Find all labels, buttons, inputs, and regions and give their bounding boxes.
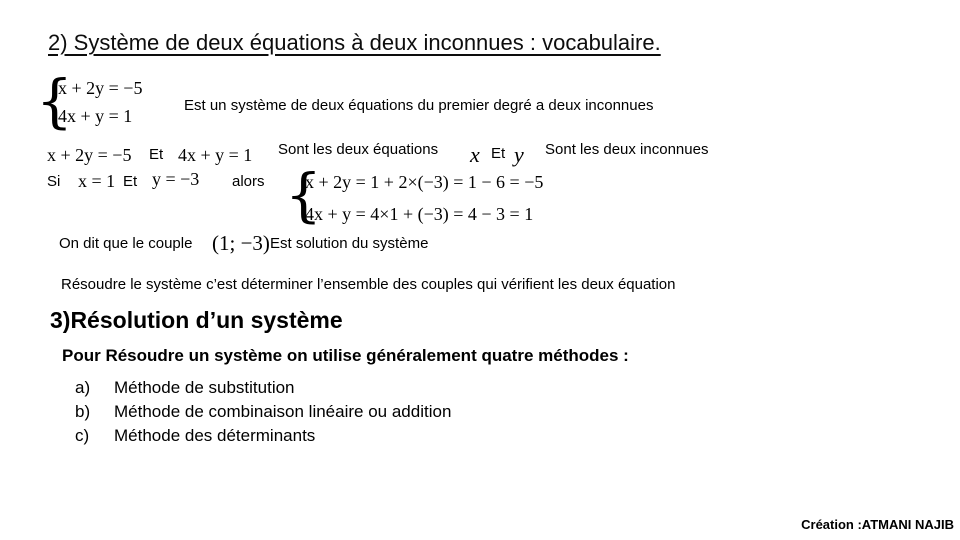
page-title: 2) Système de deux équations à deux inconnues : vocabulaire. [48, 30, 661, 55]
couple-value: (1; −3) [212, 231, 270, 255]
equation-b: 4x + y = 1 [178, 145, 253, 165]
equations-label: Sont les deux équations [278, 141, 439, 158]
couple-intro: On dit que le couple [59, 235, 193, 252]
x-value: x = 1 [78, 171, 116, 191]
system-brace: { [36, 67, 73, 135]
method-item [75, 376, 451, 400]
method-text: Méthode des déterminants [114, 426, 316, 445]
methods-list [75, 376, 451, 448]
solution-label: Est solution du système [270, 235, 429, 252]
verification-brace: { [285, 161, 322, 229]
system-equation-1: x + 2y = −5 [58, 78, 143, 98]
equation-a: x + 2y = −5 [47, 145, 132, 165]
method-item [75, 400, 451, 424]
methods-intro: Pour Résoudre un système on utilise généralement quatre méthodes : [62, 346, 629, 365]
verification-equation-2: 4x + y = 4×1 + (−3) = 4 − 3 = 1 [305, 204, 534, 224]
system-definition: Est un système de deux équations du premier degré a deux inconnues [184, 97, 654, 114]
unknowns-label: Sont les deux inconnues [545, 141, 709, 158]
et-label-2: Et [491, 145, 506, 162]
method-label: b) [75, 402, 91, 421]
method-label: a) [75, 378, 91, 397]
author-credit: Création :ATMANI NAJIB [801, 517, 954, 532]
alors-label: alors [232, 173, 265, 190]
system-equation-2: 4x + y = 1 [58, 106, 133, 126]
si-label: Si [47, 173, 61, 190]
et-label-1: Et [149, 146, 164, 163]
method-label: c) [75, 426, 90, 445]
y-value: y = −3 [152, 169, 200, 189]
resoudre-definition: Résoudre le système c’est déterminer l’ensemble des couples qui vérifient les deux équation [61, 276, 676, 293]
section-3-title: 3)Résolution d’un système [50, 307, 343, 333]
variable-x: x [470, 142, 480, 167]
method-text: Méthode de combinaison linéaire ou addition [114, 402, 452, 421]
method-text: Méthode de substitution [114, 378, 295, 397]
verification-equation-1: x + 2y = 1 + 2×(−3) = 1 − 6 = −5 [305, 172, 544, 192]
variable-y: y [514, 142, 524, 167]
method-item [75, 424, 451, 448]
et-label-3: Et [123, 173, 138, 190]
